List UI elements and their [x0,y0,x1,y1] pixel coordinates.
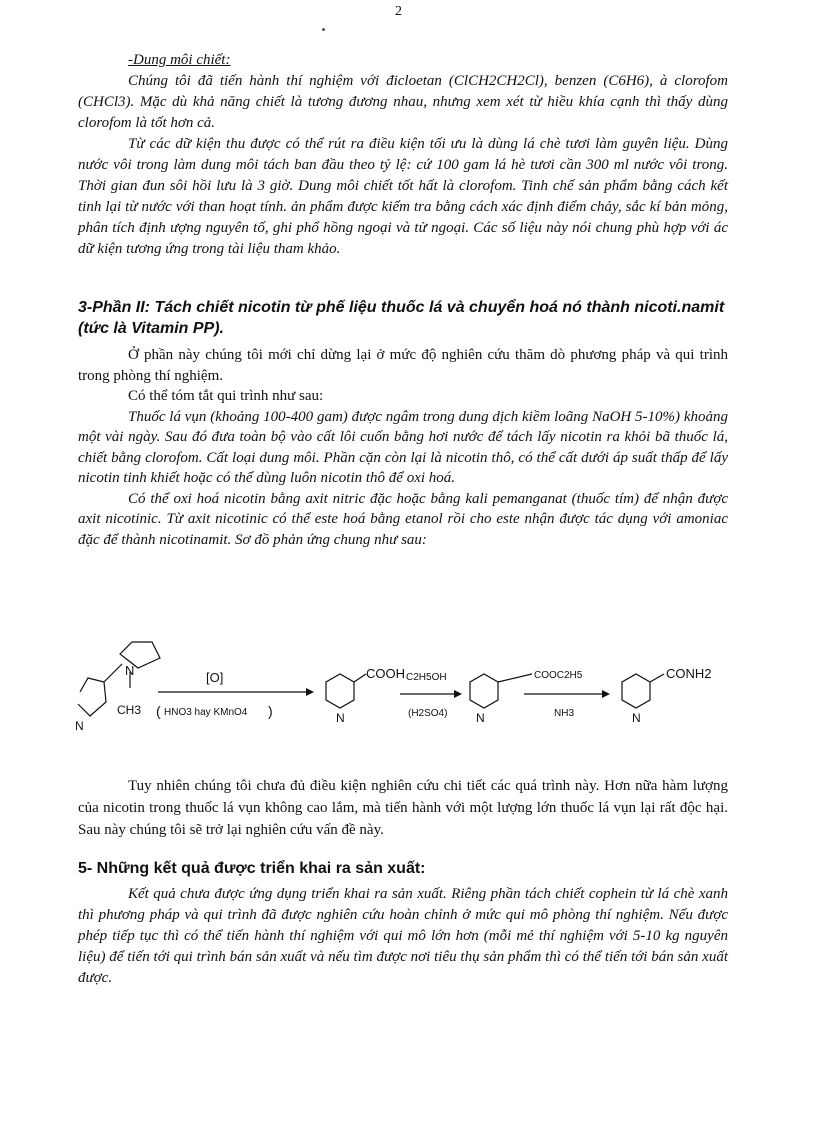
step1-paren-close: ) [268,703,273,719]
solvent-paragraph-2: Từ các dữ kiện thu được có thể rút ra điều kiện tối ưu là dùng lá chè tươi làm guyên liệu. Dùng nước vôi trong làm dung môi tách ban đầu theo tỷ lệ: cứ 100 gam lá hè tươi cần 300 ml nước vôi trong. Thời gian đun sôi hồi lưu là 3 giờ. Dung môi chiết tốt hất là clorofom. Tinh chế sản phẩm bằng cách kết tinh lại từ nước với than hoạt tính. ản phẩm được kiểm tra bằng cách xác định điểm chảy, sắc kí bản mỏng, phân tích định ượng nguyên tố, ghi phổ hồng ngoại và tử ngoại. Các số liệu này nói chung phù hợp với ác dữ kiện tương ứng trong tài liệu tham khảo. [78,136,728,257]
step2-reagent-top: C2H5OH [406,672,447,683]
step1-paren-open: ( [156,703,161,719]
part2-intro-1: Ở phần này chúng tôi mới chỉ dừng lại ở mức độ nghiên cứu thăm dò phương pháp và qui trình trong phòng thí nghiệm. [78,347,728,384]
step2-reagent-bottom: (H2SO4) [408,708,448,719]
amide-label: CONH2 [666,666,712,681]
part2-procedure-2: Có thể oxi hoá nicotin bằng axit nitric đặc hoặc bằng kali pemanganat (thuốc tím) để nhận được axit nicotinic. Từ axit nicotinic có thể este hoá bằng etanol rồi cho este nhận được tác dụng với amoniac đặc để thành nicotinamit. Sơ đồ phản ứng chung như sau: [78,490,728,548]
ch3-label: CH3 [117,703,142,717]
solvent-paragraph-1: Chúng tôi đã tiến hành thí nghiệm với đicloetan (ClCH2CH2Cl), benzen (C6H6), à clorofom (CHCl3). Mặc dù khả năng chiết là tương đương nhau, nhưng xem xét từ hiều khía cạnh thì thấy dùng clorofom là tốt hơn cả. [78,73,728,131]
ring2-n-label: N [336,711,345,725]
pyridine-n-label: N [75,719,84,733]
solvent-section [78,50,728,260]
solvent-heading: -Dung môi chiết: [128,52,231,68]
ring3-n-label: N [476,711,485,725]
arrow-1-head [306,688,314,696]
part5-section [78,884,728,989]
conclusion-paragraph: Tuy nhiên chúng tôi chưa đủ điều kiện nghiên cứu chi tiết các quá trình này. Hơn nữa hàm lượng của nicotin trong thuốc lá vụn không cao lắm, mà tiến hành với một lượng lớn thuốc lá vụn lại rất độc hại. Sau này chúng tôi sẽ trở lại nghiên cứu vấn đề này. [78,778,728,838]
ester-label: COOC2H5 [534,670,583,681]
part2-section [78,345,728,550]
step3-reagent-bottom: NH3 [554,708,575,719]
nicotinamide-ring [622,674,664,708]
speck [322,28,325,31]
part5-body: Kết quả chưa được ứng dụng triển khai ra sản xuất. Riêng phần tách chiết cophein từ lá chè xanh thì phương pháp và qui trình đã được nghiên cứu hoàn chỉnh ở mức qui mô phòng thí nghiệm. Nếu được phép tiếp tục thì có thể tiến hành thí nghiệm với qui mô lớn hơn (mỗi mẻ thí nghiệm với 5-10 kg nguyên liệu) để tiến tới qui trình bán sản xuất và nếu tìm được nơi tiêu thụ sản phẩm thì có thể tiến tới bán sản xuất được. [78,886,728,986]
part2-procedure-1: Thuốc lá vụn (khoảng 100-400 gam) được ngâm trong dung dịch kiềm loãng NaOH 5-10%) khoảng một vài ngày. Sau đó đưa toàn bộ vào cất lôi cuốn bằng hơi nước để tách lấy nicotin ra khỏi bã thuốc lá, chiết bằng clorofom. Cất loại dung môi. Phần cặn còn lại là nicotin thô, có thể cất dưới áp suất thấp để lấy nicotin tinh khiết hoặc có thể dùng luôn nicotin thô để oxi hoá. [78,408,728,486]
reaction-scheme [70,630,750,740]
part2-heading: 3-Phần II: Tách chiết nicotin từ phế liệu thuốc lá và chuyển hoá nó thành nicoti.namit (tức là Vitamin PP). [78,299,725,337]
nicotinic-acid-ring [326,674,366,708]
ring4-n-label: N [632,711,641,725]
conclusion-section [78,775,728,841]
nicotine-n-label: N [125,663,135,678]
step1-reagent-bottom: HNO3 hay KMnO4 [164,707,248,718]
part2-intro-2: Có thể tóm tắt qui trình như sau: [128,388,324,404]
arrow-2-head [454,690,462,698]
arrow-3-head [602,690,610,698]
cooh-label: COOH [366,666,405,681]
page-number: 2 [395,4,402,19]
step1-reagent-top: [O] [206,670,224,685]
ester-ring [470,674,532,708]
part5-heading: 5- Những kết quả được triển khai ra sản xuất: [78,860,426,877]
